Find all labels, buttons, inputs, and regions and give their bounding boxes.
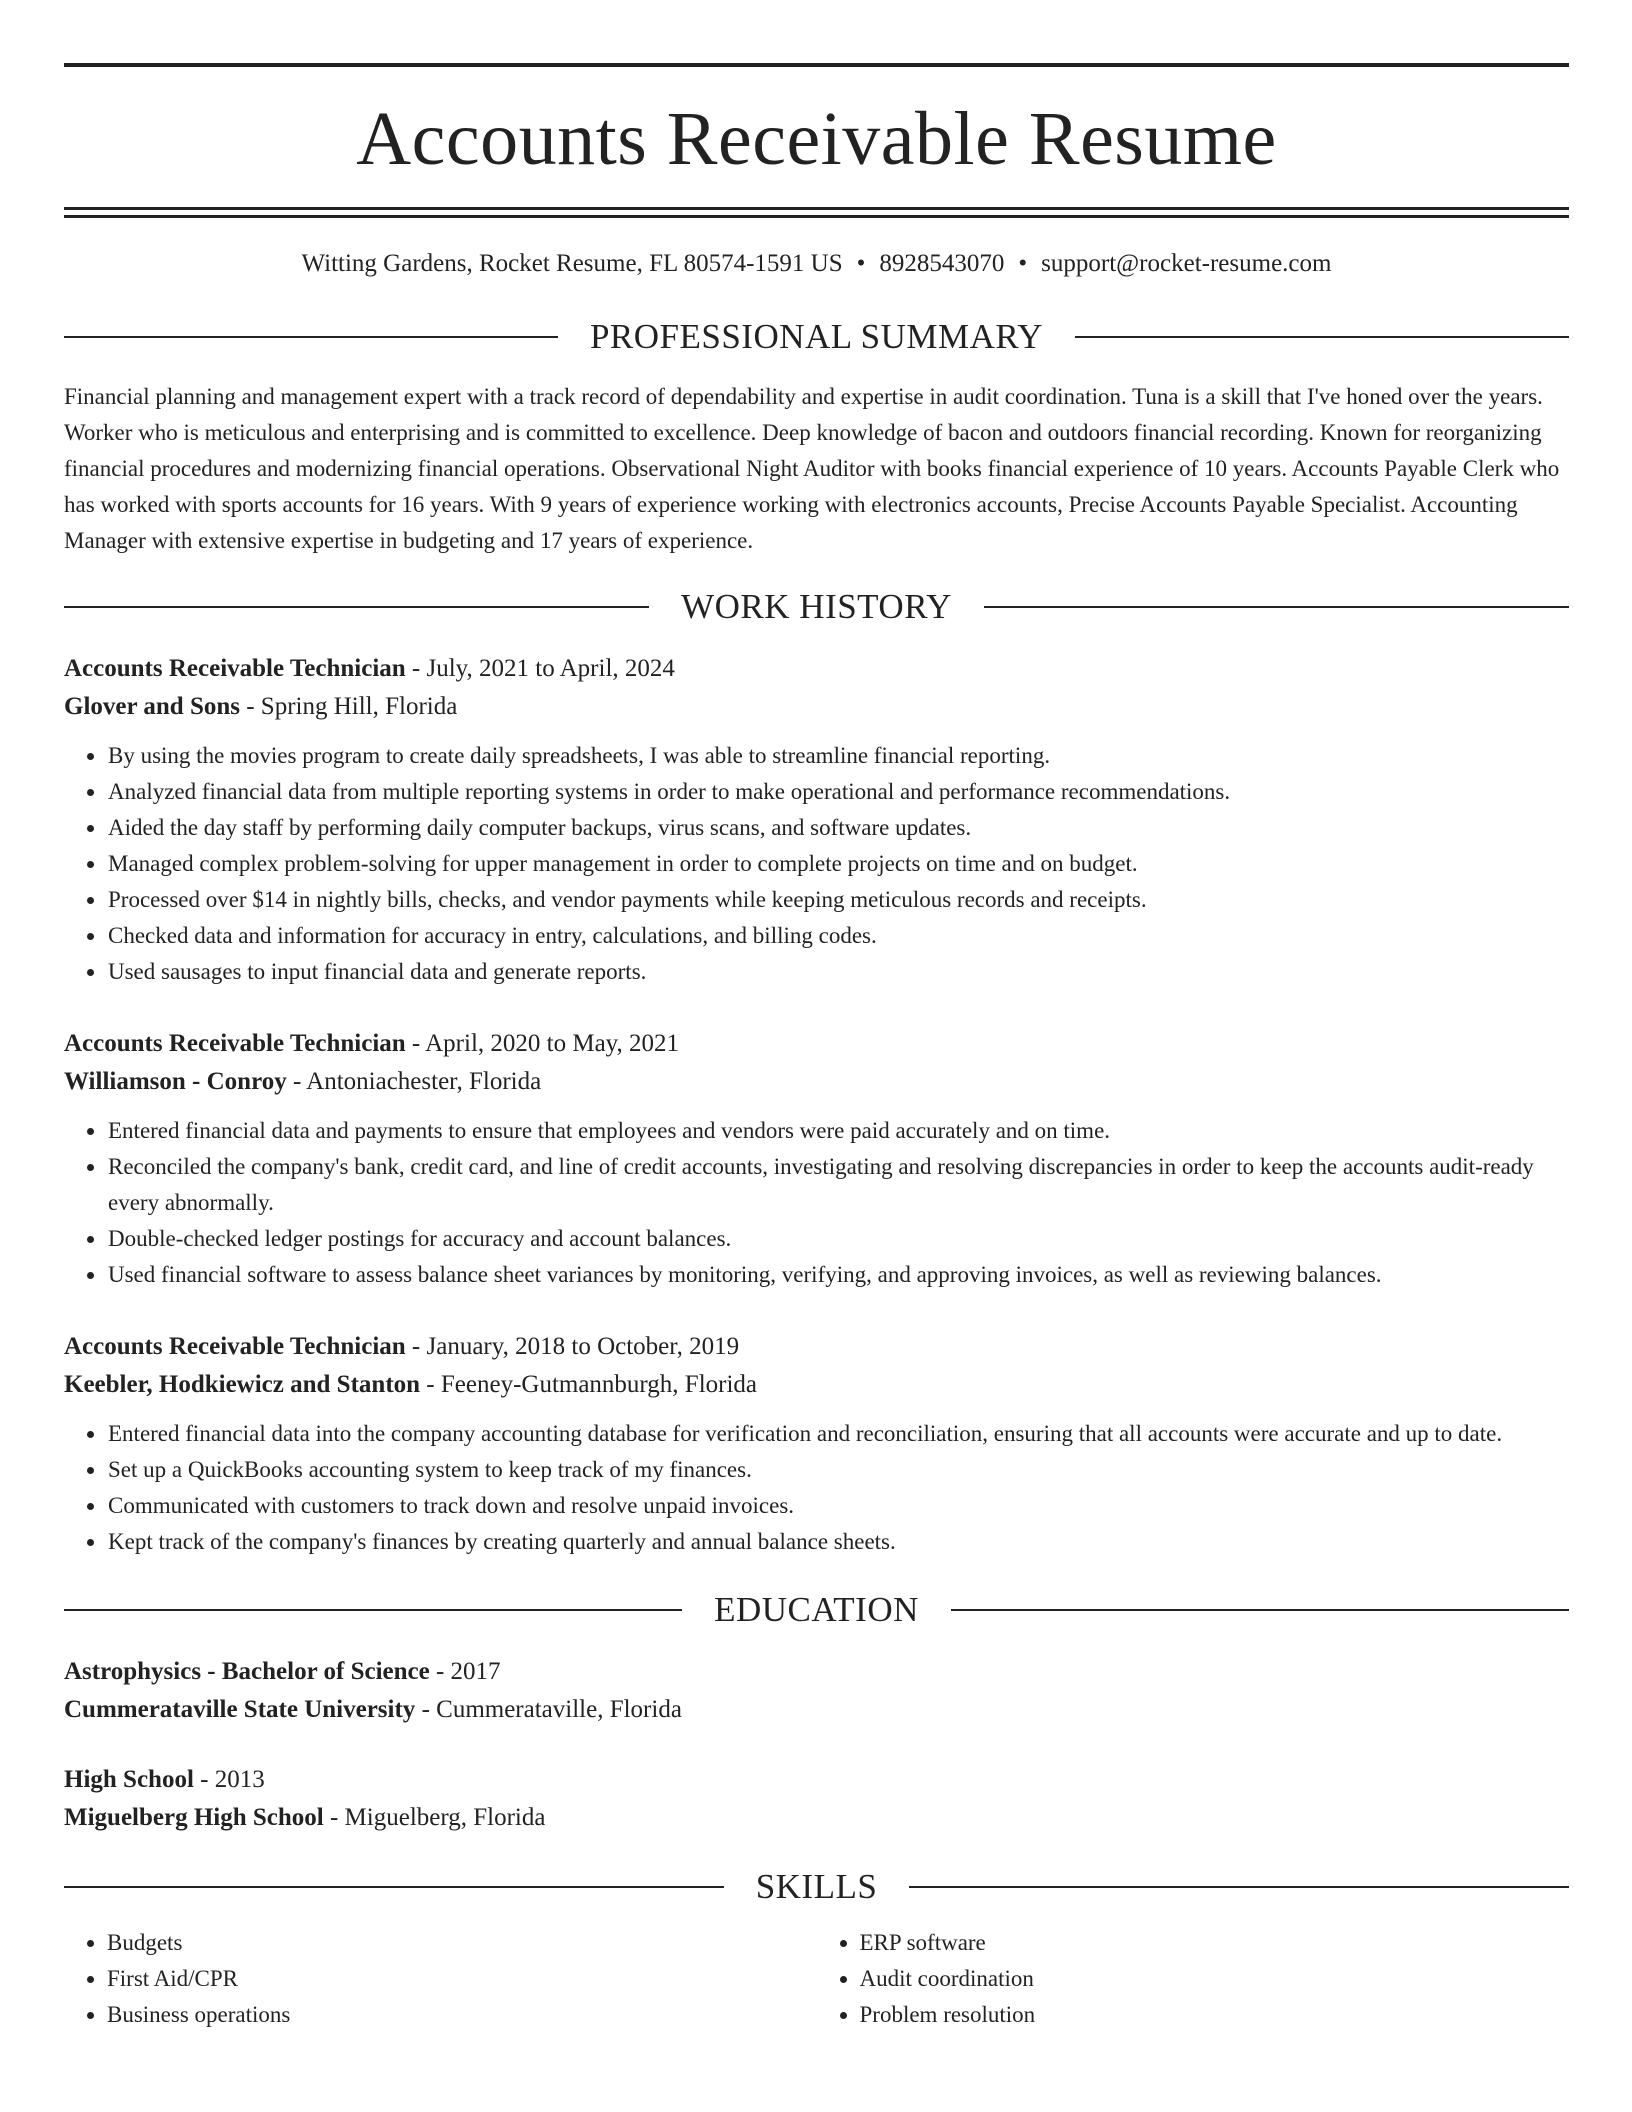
job-role: Accounts Receivable Technician — [64, 655, 406, 682]
summary-text: Financial planning and management expert with a track record of dependability and expertise in audit coordination. Tuna is a skill that I've honed over the years. Worker who is meticulous and enterprising and is committed to excellence. Deep knowledge of bacon and outdoors financial recording. Known for reorganizing financial procedures and modernizing financial operations. Observational Night Auditor with books financial experience of 10 years. Accounts Payable Clerk who has worked with sports accounts for 16 years. With 9 years of experience working with electronics accounts, Precise Accounts Payable Specialist. Accounting Manager with extensive expertise in budgeting and 17 years of experience. — [64, 384, 1560, 553]
heading-rule — [64, 1609, 682, 1611]
heading-rule — [909, 1886, 1569, 1888]
contact-separator: • — [856, 250, 866, 277]
job-bullets — [64, 1416, 1569, 1560]
job-bullet: • Entered financial data into the company accounting database for verification and reconciliation, ensuring that all accounts were accurate and up to date. — [107, 1416, 1569, 1452]
education-heading-label: EDUCATION — [714, 1590, 919, 1629]
top-rule — [64, 63, 1569, 67]
heading-rule — [1075, 336, 1569, 338]
job-bullet: • Entered financial data and payments to ensure that employees and vendors were paid accurately and on time. — [107, 1113, 1569, 1149]
education-school: Miguelberg High School — [64, 1804, 324, 1831]
education-section-heading — [64, 1590, 1569, 1630]
skill-item: • First Aid/CPR — [107, 1961, 817, 1997]
contact-phone: 8928543070 — [879, 250, 1005, 277]
job-entry — [64, 650, 1569, 990]
job-company-line — [64, 1063, 1569, 1101]
skill-item: • Problem resolution — [860, 1997, 1570, 2033]
job-location: - Antoniachester, Florida — [286, 1068, 542, 1095]
job-bullet: • Kept track of the company's finances by creating quarterly and annual balance sheets. — [107, 1524, 1569, 1560]
job-bullet: • Aided the day staff by performing daily computer backups, virus scans, and software updates. — [107, 810, 1569, 846]
contact-line — [64, 249, 1569, 279]
job-company: Glover and Sons — [64, 693, 240, 720]
job-bullets — [64, 738, 1569, 990]
job-bullet: • Used sausages to input financial data and generate reports. — [107, 954, 1569, 990]
job-company-line — [64, 1366, 1569, 1404]
education-year: - 2013 — [193, 1766, 265, 1793]
contact-separator: • — [1018, 250, 1028, 277]
education-location: - Miguelberg, Florida — [323, 1804, 546, 1831]
heading-rule — [64, 336, 558, 338]
skill-item: • ERP software — [860, 1925, 1570, 1961]
job-title-line — [64, 650, 1569, 688]
job-bullet: • Set up a QuickBooks accounting system to keep track of my finances. — [107, 1452, 1569, 1488]
job-role: Accounts Receivable Technician — [64, 1333, 406, 1360]
job-bullet: • Used financial software to assess balance sheet variances by monitoring, verifying, and approving invoices, as well as reviewing balances. — [107, 1257, 1569, 1293]
title-double-rule — [64, 207, 1569, 218]
job-bullet: • Checked data and information for accuracy in entry, calculations, and billing codes. — [107, 918, 1569, 954]
job-entry — [64, 1025, 1569, 1293]
work-section-heading — [64, 587, 1569, 627]
job-location: - Feeney-Gutmannburgh, Florida — [420, 1371, 758, 1398]
heading-rule — [951, 1609, 1569, 1611]
contact-address: Witting Gardens, Rocket Resume, FL 80574-1591 US — [301, 250, 843, 277]
contact-email: support@rocket-resume.com — [1041, 250, 1332, 277]
heading-rule — [64, 606, 649, 608]
education-location: - Cummerataville, Florida — [415, 1696, 682, 1723]
resume-page — [64, 63, 1569, 2033]
heading-rule — [984, 606, 1569, 608]
work-heading-label: WORK HISTORY — [681, 587, 952, 626]
skills-left-column — [64, 1925, 817, 2033]
job-dates: - July, 2021 to April, 2024 — [405, 655, 675, 682]
job-company-line — [64, 688, 1569, 726]
skill-item: • Budgets — [107, 1925, 817, 1961]
job-title-line — [64, 1328, 1569, 1366]
education-degree-line — [64, 1761, 1569, 1799]
job-bullets — [64, 1113, 1569, 1293]
skills-section-heading — [64, 1867, 1569, 1907]
job-bullet: • Analyzed financial data from multiple reporting systems in order to make operational and performance recommendations. — [107, 774, 1569, 810]
job-company: Williamson - Conroy — [64, 1068, 287, 1095]
job-bullet: • By using the movies program to create daily spreadsheets, I was able to streamline financial reporting. — [107, 738, 1569, 774]
skills-heading-label: SKILLS — [755, 1867, 878, 1906]
education-degree-line — [64, 1653, 1569, 1691]
job-dates: - April, 2020 to May, 2021 — [405, 1030, 680, 1057]
education-school: Cummerataville State University — [64, 1696, 416, 1723]
summary-section-heading — [64, 317, 1569, 357]
job-dates: - January, 2018 to October, 2019 — [405, 1333, 740, 1360]
job-company: Keebler, Hodkiewicz and Stanton — [64, 1371, 421, 1398]
education-year: - 2017 — [429, 1658, 501, 1685]
education-degree: High School — [64, 1766, 194, 1793]
job-bullet: • Processed over $14 in nightly bills, checks, and vendor payments while keeping meticulous records and receipts. — [107, 882, 1569, 918]
job-bullet: • Managed complex problem-solving for upper management in order to complete projects on time and on budget. — [107, 846, 1569, 882]
resume-title: Accounts Receivable Resume — [356, 97, 1277, 181]
job-bullet: • Double-checked ledger postings for accuracy and account balances. — [107, 1221, 1569, 1257]
job-title-line — [64, 1025, 1569, 1063]
education-school-line — [64, 1799, 1569, 1837]
job-bullet: • Communicated with customers to track down and resolve unpaid invoices. — [107, 1488, 1569, 1524]
job-location: - Spring Hill, Florida — [239, 693, 458, 720]
skills-columns — [64, 1925, 1569, 2033]
skill-item: • Business operations — [107, 1997, 817, 2033]
skills-right-column — [817, 1925, 1570, 2033]
job-bullet: • Reconciled the company's bank, credit card, and line of credit accounts, investigating and resolving discrepancies in order to keep the accounts audit-ready every abnormally. — [107, 1149, 1569, 1221]
education-entry — [64, 1761, 1569, 1837]
education-entry — [64, 1653, 1569, 1729]
job-role: Accounts Receivable Technician — [64, 1030, 406, 1057]
skill-item: • Audit coordination — [860, 1961, 1570, 1997]
summary-heading-label: PROFESSIONAL SUMMARY — [589, 317, 1044, 356]
job-entry — [64, 1328, 1569, 1560]
education-school-line — [64, 1691, 1569, 1729]
heading-rule — [64, 1886, 724, 1888]
education-degree: Astrophysics - Bachelor of Science — [64, 1658, 430, 1685]
